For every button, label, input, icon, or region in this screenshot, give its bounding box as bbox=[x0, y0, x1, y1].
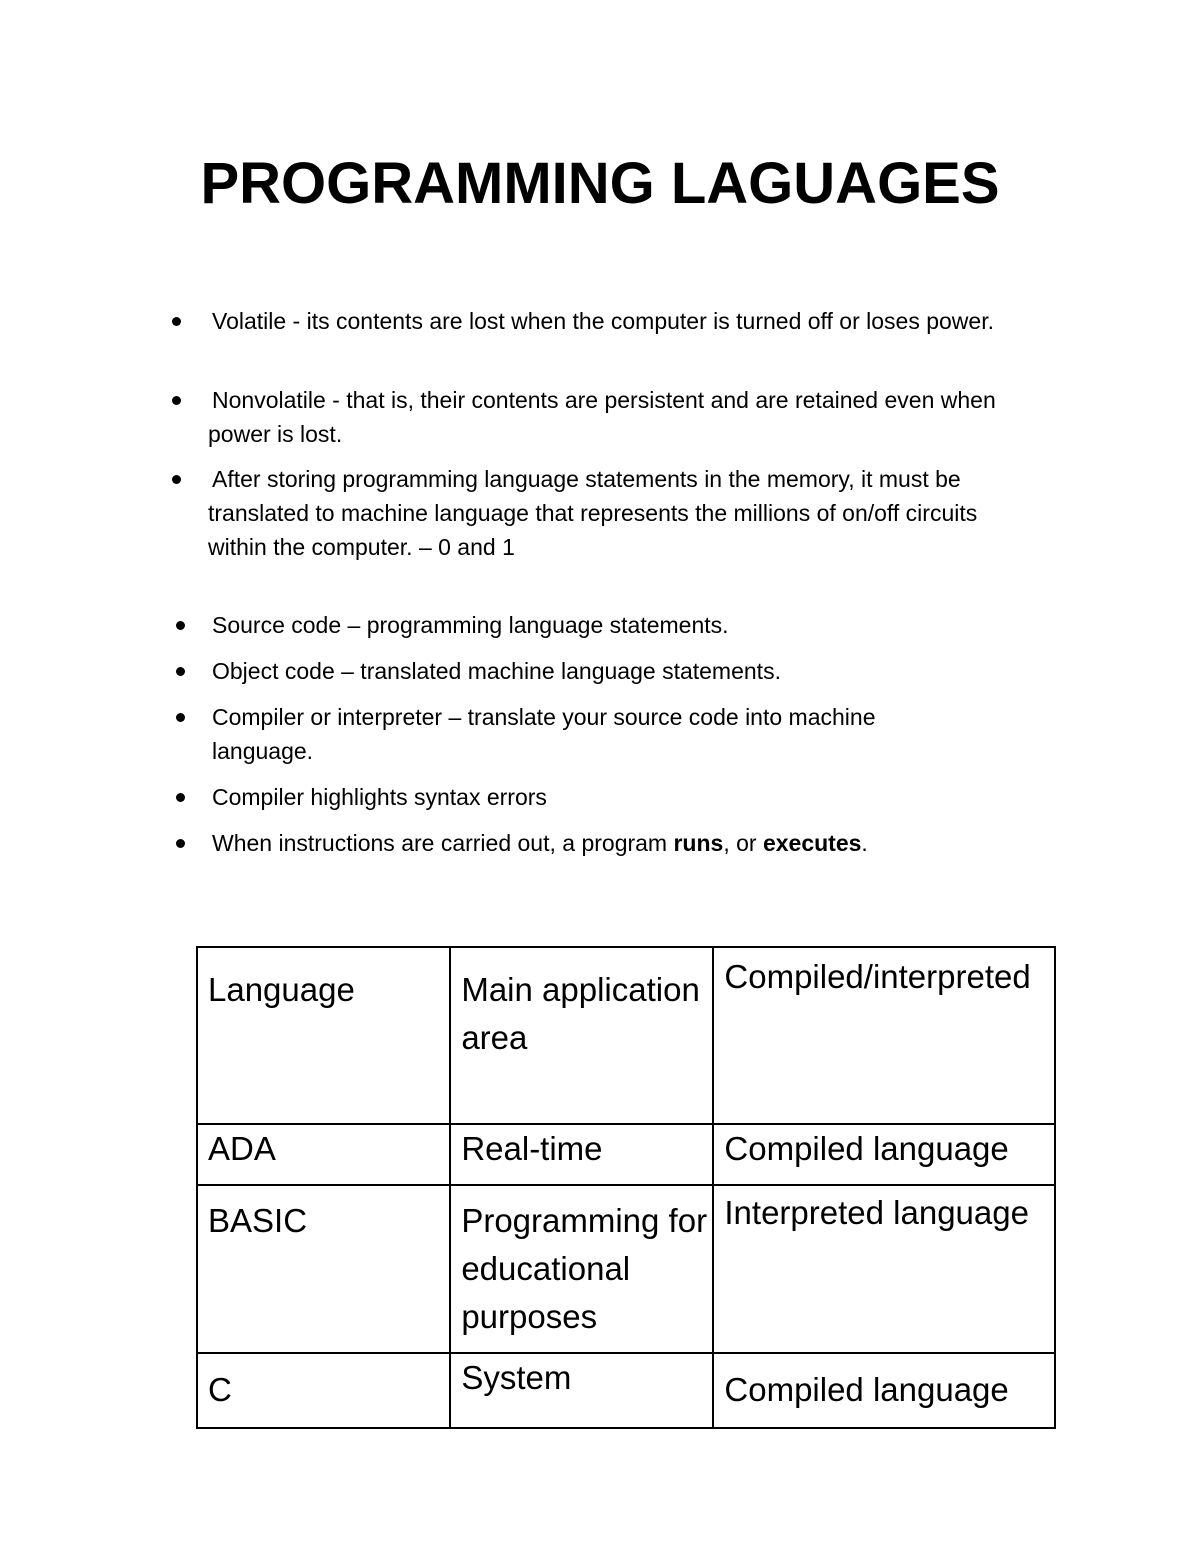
bold-term-executes: executes bbox=[762, 830, 862, 856]
bullet-text: After storing programming language statements in the memory, it must be translated to machine language that represents the millions of on/off circuits within the computer. – 0 and 1 bbox=[208, 466, 984, 560]
bullet-icon bbox=[172, 475, 181, 484]
bullet-text bbox=[212, 826, 972, 860]
header-cell-language: Language bbox=[197, 947, 450, 1124]
bullet-icon bbox=[176, 667, 185, 676]
page-title: PROGRAMMING LAGUAGES bbox=[200, 151, 1000, 216]
table-cell: System bbox=[450, 1353, 713, 1428]
table-cell: Compiled language bbox=[713, 1124, 1055, 1185]
table-cell: ADA bbox=[197, 1124, 450, 1185]
table-row bbox=[197, 1353, 1055, 1428]
bullet-text: Volatile - its contents are lost when the computer is turned off or loses power. bbox=[212, 308, 994, 334]
bullet-icon bbox=[176, 621, 185, 630]
table-cell: C bbox=[197, 1353, 450, 1428]
header-cell-application-area: Main application area bbox=[450, 947, 713, 1124]
table-header-row bbox=[197, 947, 1055, 1124]
bullet-icon bbox=[176, 793, 185, 802]
bullet-icon bbox=[172, 396, 181, 405]
header-cell-compiled-interpreted: Compiled/interpreted bbox=[713, 947, 1055, 1124]
table-cell: Programming for educational purposes bbox=[450, 1185, 713, 1353]
bullet-text: Source code – programming language statements. bbox=[212, 612, 729, 638]
bullet-icon bbox=[172, 317, 181, 326]
bullet-text-prefix: When instructions are carried out, a program bbox=[212, 830, 674, 856]
table-cell: BASIC bbox=[197, 1185, 450, 1353]
bullet-text-suffix: . bbox=[861, 830, 868, 856]
bold-term-runs: runs bbox=[673, 830, 724, 856]
languages-table bbox=[196, 946, 1056, 1429]
table-cell: Real-time bbox=[450, 1124, 713, 1185]
bullet-text: Nonvolatile - that is, their contents are persistent and are retained even when power is lost. bbox=[208, 387, 1003, 447]
table-cell: Interpreted language bbox=[713, 1185, 1055, 1353]
bullet-icon bbox=[176, 713, 185, 722]
bullet-text: Compiler highlights syntax errors bbox=[212, 784, 547, 810]
bullet-text-middle: , or bbox=[723, 830, 763, 856]
bullet-text: Compiler or interpreter – translate your source code into machine language. bbox=[212, 704, 882, 764]
table-row bbox=[197, 1124, 1055, 1185]
bullet-text: Object code – translated machine language statements. bbox=[212, 658, 781, 684]
table-cell: Compiled language bbox=[713, 1353, 1055, 1428]
bullet-icon bbox=[176, 839, 185, 848]
table-row bbox=[197, 1185, 1055, 1353]
